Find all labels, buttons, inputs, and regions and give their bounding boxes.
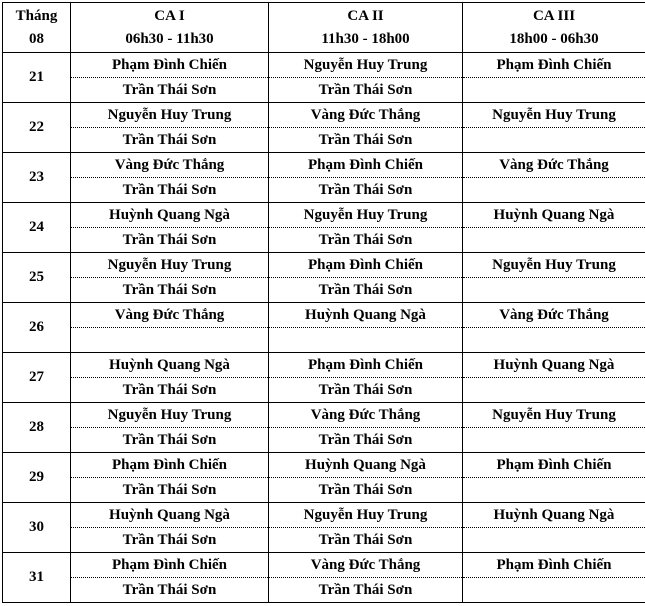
staff-cell-ca1-secondary: Trần Thái Sơn: [71, 528, 269, 553]
staff-cell-ca1-primary: Huỳnh Quang Ngà: [71, 503, 269, 528]
shift-header-ca3: [463, 3, 645, 53]
table-row: [3, 53, 645, 78]
header-row: [3, 3, 645, 53]
staff-cell-ca1-primary: Huỳnh Quang Ngà: [71, 353, 269, 378]
shift-time: 18h00 - 06h30: [509, 30, 599, 47]
staff-cell-ca3-primary: Phạm Đình Chiến: [463, 53, 645, 78]
day-cell: 25: [3, 253, 71, 303]
staff-cell-ca1-secondary: [71, 328, 269, 353]
staff-cell-ca2-secondary: Trần Thái Sơn: [269, 228, 463, 253]
staff-cell-ca2-secondary: Trần Thái Sơn: [269, 528, 463, 553]
table-row: [3, 253, 645, 278]
day-cell: 23: [3, 153, 71, 203]
staff-cell-ca2-primary: Phạm Đình Chiến: [269, 153, 463, 178]
table-row: [3, 153, 645, 178]
table-row-second-line: [3, 178, 645, 203]
duty-schedule-table: [2, 2, 645, 603]
staff-cell-ca2-secondary: Trần Thái Sơn: [269, 78, 463, 103]
staff-cell-ca1-secondary: Trần Thái Sơn: [71, 578, 269, 603]
staff-cell-ca3-primary: Phạm Đình Chiến: [463, 553, 645, 578]
staff-cell-ca1-secondary: Trần Thái Sơn: [71, 228, 269, 253]
staff-cell-ca3-secondary: [463, 578, 645, 603]
table-row-second-line: [3, 428, 645, 453]
day-cell: 26: [3, 303, 71, 353]
staff-cell-ca3-secondary: [463, 178, 645, 203]
schedule-body: [3, 53, 645, 603]
shift-name: CA III: [532, 7, 576, 24]
shift-time: 06h30 - 11h30: [125, 30, 214, 47]
table-row: [3, 503, 645, 528]
day-cell: 31: [3, 553, 71, 603]
staff-cell-ca3-secondary: [463, 328, 645, 353]
day-cell: 22: [3, 103, 71, 153]
shift-name: CA II: [347, 7, 384, 24]
staff-cell-ca3-primary: Nguyễn Huy Trung: [463, 253, 645, 278]
staff-cell-ca1-secondary: Trần Thái Sơn: [71, 428, 269, 453]
staff-cell-ca2-primary: Nguyễn Huy Trung: [269, 53, 463, 78]
shift-time: 11h30 - 18h00: [321, 30, 410, 47]
day-cell: 29: [3, 453, 71, 503]
staff-cell-ca2-primary: Nguyễn Huy Trung: [269, 503, 463, 528]
staff-cell-ca1-secondary: Trần Thái Sơn: [71, 278, 269, 303]
staff-cell-ca1-primary: Phạm Đình Chiến: [71, 53, 269, 78]
table-row-second-line: [3, 278, 645, 303]
table-row: [3, 453, 645, 478]
staff-cell-ca2-primary: Vàng Đức Thắng: [269, 553, 463, 578]
staff-cell-ca2-secondary: Trần Thái Sơn: [269, 278, 463, 303]
staff-cell-ca3-secondary: [463, 528, 645, 553]
month-label: Tháng: [15, 7, 58, 24]
day-cell: 30: [3, 503, 71, 553]
table-row: [3, 303, 645, 328]
staff-cell-ca3-secondary: [463, 128, 645, 153]
table-row: [3, 103, 645, 128]
shift-header-ca1: [71, 3, 269, 53]
table-row: [3, 203, 645, 228]
staff-cell-ca1-secondary: Trần Thái Sơn: [71, 78, 269, 103]
staff-cell-ca2-primary: Phạm Đình Chiến: [269, 353, 463, 378]
staff-cell-ca1-secondary: Trần Thái Sơn: [71, 378, 269, 403]
staff-cell-ca3-primary: Huỳnh Quang Ngà: [463, 353, 645, 378]
table-row-second-line: [3, 478, 645, 503]
staff-cell-ca2-secondary: Trần Thái Sơn: [269, 128, 463, 153]
day-cell: 21: [3, 53, 71, 103]
staff-cell-ca2-primary: Huỳnh Quang Ngà: [269, 453, 463, 478]
staff-cell-ca2-primary: Phạm Đình Chiến: [269, 253, 463, 278]
staff-cell-ca1-primary: Nguyễn Huy Trung: [71, 253, 269, 278]
month-value: 08: [29, 30, 44, 47]
table-row-second-line: [3, 228, 645, 253]
staff-cell-ca2-primary: Vàng Đức Thắng: [269, 403, 463, 428]
staff-cell-ca3-primary: Vàng Đức Thắng: [463, 153, 645, 178]
staff-cell-ca3-primary: Phạm Đình Chiến: [463, 453, 645, 478]
table-row-second-line: [3, 378, 645, 403]
staff-cell-ca3-primary: Huỳnh Quang Ngà: [463, 203, 645, 228]
staff-cell-ca2-secondary: Trần Thái Sơn: [269, 428, 463, 453]
staff-cell-ca2-secondary: Trần Thái Sơn: [269, 178, 463, 203]
day-cell: 28: [3, 403, 71, 453]
table-row-second-line: [3, 128, 645, 153]
table-row: [3, 403, 645, 428]
staff-cell-ca3-secondary: [463, 478, 645, 503]
table-row-second-line: [3, 528, 645, 553]
staff-cell-ca3-primary: Huỳnh Quang Ngà: [463, 503, 645, 528]
table-row: [3, 353, 645, 378]
staff-cell-ca1-primary: Nguyễn Huy Trung: [71, 403, 269, 428]
staff-cell-ca1-primary: Phạm Đình Chiến: [71, 453, 269, 478]
table-row-second-line: [3, 78, 645, 103]
staff-cell-ca1-primary: Huỳnh Quang Ngà: [71, 203, 269, 228]
staff-cell-ca3-secondary: [463, 428, 645, 453]
staff-cell-ca2-primary: Nguyễn Huy Trung: [269, 203, 463, 228]
staff-cell-ca2-secondary: Trần Thái Sơn: [269, 478, 463, 503]
staff-cell-ca3-secondary: [463, 278, 645, 303]
month-header: [3, 3, 71, 53]
staff-cell-ca3-primary: Nguyễn Huy Trung: [463, 103, 645, 128]
staff-cell-ca1-primary: Phạm Đình Chiến: [71, 553, 269, 578]
staff-cell-ca3-secondary: [463, 228, 645, 253]
shift-name: CA I: [154, 7, 185, 24]
staff-cell-ca2-primary: Vàng Đức Thắng: [269, 103, 463, 128]
staff-cell-ca3-secondary: [463, 78, 645, 103]
staff-cell-ca1-secondary: Trần Thái Sơn: [71, 478, 269, 503]
table-row-second-line: [3, 328, 645, 353]
staff-cell-ca2-secondary: Trần Thái Sơn: [269, 378, 463, 403]
staff-cell-ca3-primary: Vàng Đức Thắng: [463, 303, 645, 328]
table-row: [3, 553, 645, 578]
staff-cell-ca2-secondary: Trần Thái Sơn: [269, 578, 463, 603]
staff-cell-ca2-primary: Huỳnh Quang Ngà: [269, 303, 463, 328]
staff-cell-ca3-primary: Nguyễn Huy Trung: [463, 403, 645, 428]
day-cell: 24: [3, 203, 71, 253]
day-cell: 27: [3, 353, 71, 403]
staff-cell-ca1-primary: Vàng Đức Thắng: [71, 153, 269, 178]
staff-cell-ca1-secondary: Trần Thái Sơn: [71, 128, 269, 153]
staff-cell-ca1-primary: Nguyễn Huy Trung: [71, 103, 269, 128]
staff-cell-ca1-primary: Vàng Đức Thắng: [71, 303, 269, 328]
shift-header-ca2: [269, 3, 463, 53]
staff-cell-ca1-secondary: Trần Thái Sơn: [71, 178, 269, 203]
staff-cell-ca2-secondary: [269, 328, 463, 353]
table-row-second-line: [3, 578, 645, 603]
staff-cell-ca3-secondary: [463, 378, 645, 403]
